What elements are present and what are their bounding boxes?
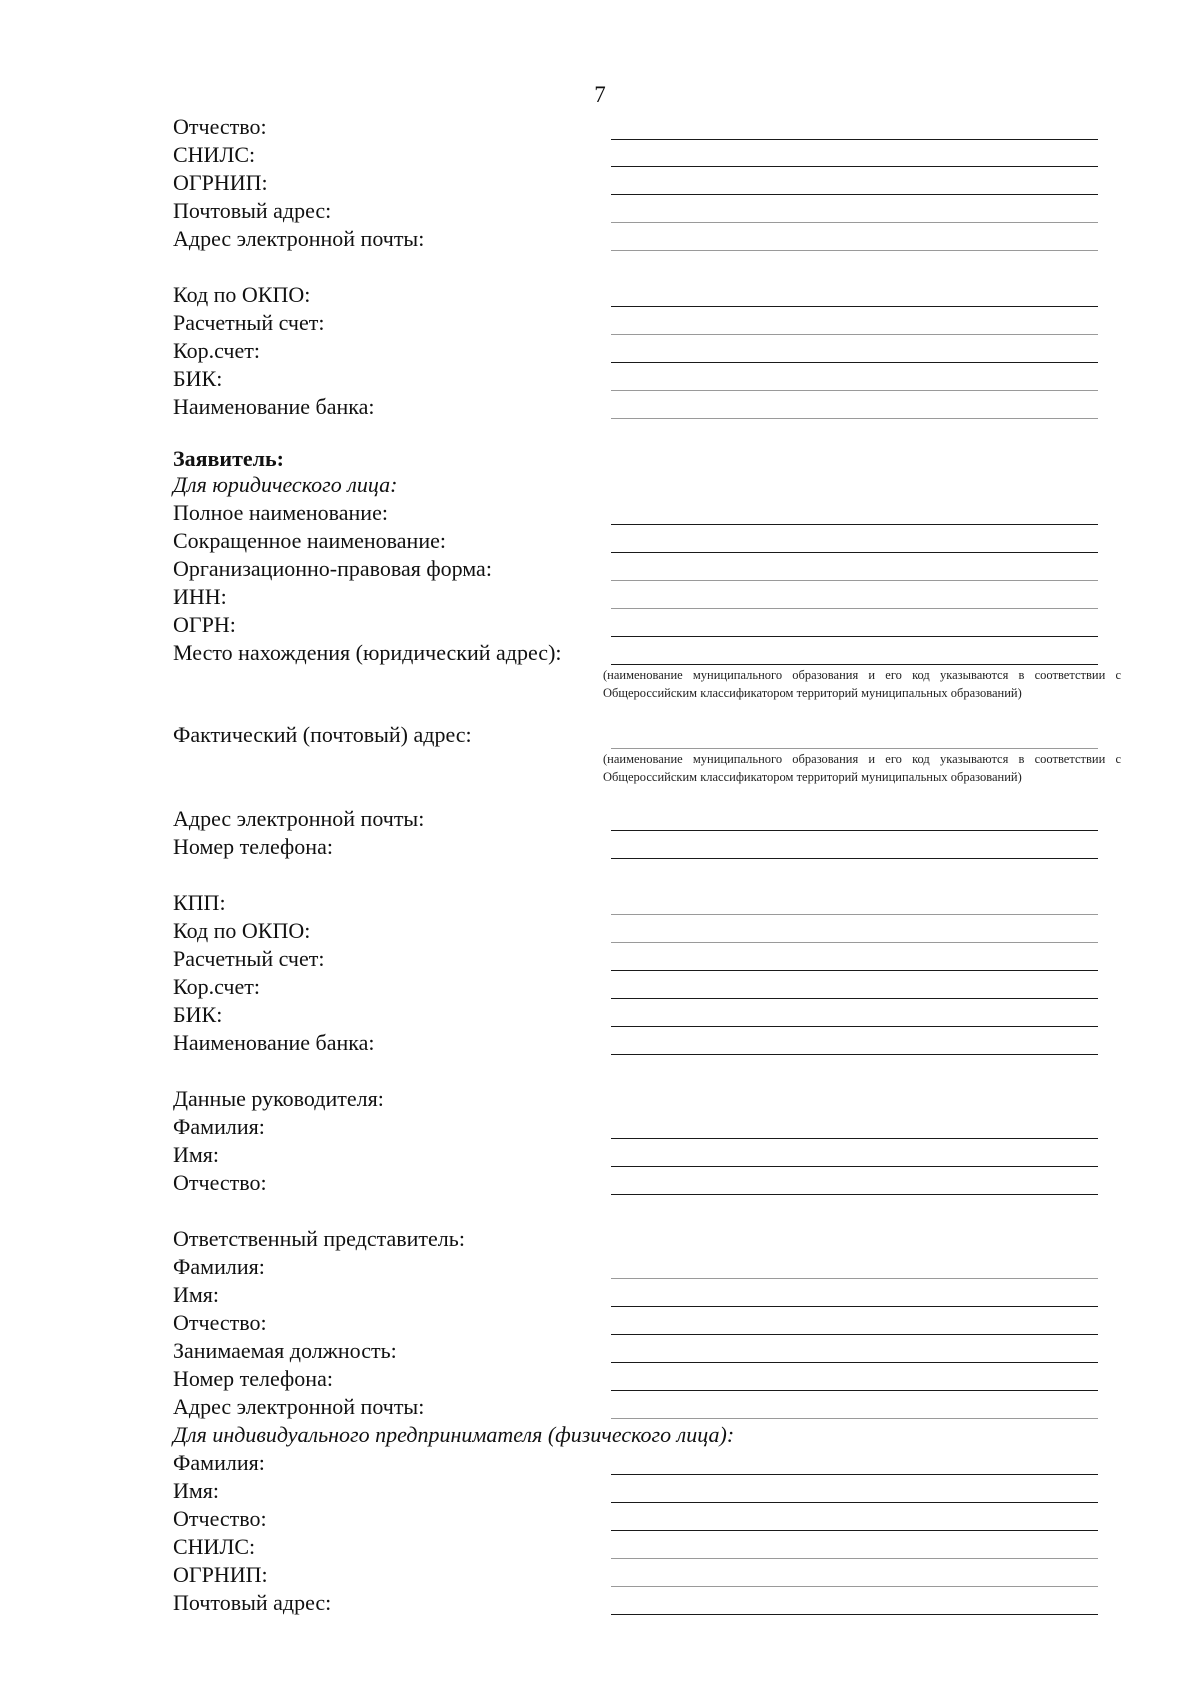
field-line-ogrnip[interactable]: [611, 194, 1098, 195]
field-line-first-name[interactable]: [611, 1306, 1098, 1307]
label-patronymic: Отчество:: [173, 1310, 267, 1335]
field-line-email[interactable]: [611, 250, 1098, 251]
field-line-legal-address[interactable]: [611, 664, 1098, 665]
field-line-phone[interactable]: [611, 1390, 1098, 1391]
field-line-bank-name[interactable]: [611, 1054, 1098, 1055]
label-surname: Фамилия:: [173, 1450, 265, 1475]
label-okpo: Код по ОКПО:: [173, 282, 311, 307]
field-line-surname[interactable]: [611, 1138, 1098, 1139]
field-line-phone[interactable]: [611, 858, 1098, 859]
field-line-bank-name[interactable]: [611, 418, 1098, 419]
label-position: Занимаемая должность:: [173, 1338, 397, 1363]
label-ogrnip: ОГРНИП:: [173, 1562, 268, 1587]
field-line-email[interactable]: [611, 830, 1098, 831]
field-line-patronymic[interactable]: [611, 1530, 1098, 1531]
subsection-legal-entity: Для юридического лица:: [173, 472, 398, 497]
label-head-data: Данные руководителя:: [173, 1086, 384, 1111]
label-bik: БИК:: [173, 366, 223, 391]
label-first-name: Имя:: [173, 1282, 220, 1307]
note-legal-address: (наименование муниципального образования и его код указываются в соответствии с Общероссийским классификатором территорий муниципальных образований): [603, 668, 1121, 700]
field-line-bik[interactable]: [611, 1026, 1098, 1027]
field-line-full-name[interactable]: [611, 524, 1098, 525]
field-line-short-name[interactable]: [611, 552, 1098, 553]
label-actual-address: Фактический (почтовый) адрес:: [173, 722, 472, 747]
label-inn: ИНН:: [173, 584, 227, 609]
field-line-corr-account[interactable]: [611, 998, 1098, 999]
label-email: Адрес электронной почты:: [173, 806, 425, 831]
field-line-bik[interactable]: [611, 390, 1098, 391]
field-line-ogrnip[interactable]: [611, 1586, 1098, 1587]
field-line-corr-account[interactable]: [611, 362, 1098, 363]
field-line-surname[interactable]: [611, 1474, 1098, 1475]
label-first-name: Имя:: [173, 1142, 220, 1167]
label-snils: СНИЛС:: [173, 1534, 256, 1559]
label-ogrn: ОГРН:: [173, 612, 236, 637]
field-line-postal-address[interactable]: [611, 1614, 1098, 1615]
label-ogrnip: ОГРНИП:: [173, 170, 268, 195]
label-account: Расчетный счет:: [173, 946, 325, 971]
label-bank-name: Наименование банка:: [173, 1030, 375, 1055]
field-line-first-name[interactable]: [611, 1166, 1098, 1167]
label-first-name: Имя:: [173, 1478, 220, 1503]
label-phone: Номер телефона:: [173, 834, 333, 859]
page-number: 7: [594, 82, 606, 107]
label-account: Расчетный счет:: [173, 310, 325, 335]
label-corr-account: Кор.счет:: [173, 338, 260, 363]
label-postal-address: Почтовый адрес:: [173, 198, 332, 223]
label-short-name: Сокращенное наименование:: [173, 528, 446, 553]
field-line-snils[interactable]: [611, 166, 1098, 167]
label-phone: Номер телефона:: [173, 1366, 333, 1391]
label-surname: Фамилия:: [173, 1254, 265, 1279]
label-email: Адрес электронной почты:: [173, 226, 425, 251]
label-bik: БИК:: [173, 1002, 223, 1027]
label-responsible-rep: Ответственный представитель:: [173, 1226, 465, 1251]
label-legal-form: Организационно-правовая форма:: [173, 556, 492, 581]
section-applicant: Заявитель:: [173, 446, 284, 471]
field-line-okpo[interactable]: [611, 942, 1098, 943]
field-line-postal-address[interactable]: [611, 222, 1098, 223]
label-patronymic: Отчество:: [173, 1506, 267, 1531]
label-corr-account: Кор.счет:: [173, 974, 260, 999]
label-okpo: Код по ОКПО:: [173, 918, 311, 943]
label-postal-address: Почтовый адрес:: [173, 1590, 332, 1615]
label-bank-name: Наименование банка:: [173, 394, 375, 419]
field-line-inn[interactable]: [611, 608, 1098, 609]
field-line-legal-form[interactable]: [611, 580, 1098, 581]
field-line-kpp[interactable]: [611, 914, 1098, 915]
field-line-first-name[interactable]: [611, 1502, 1098, 1503]
subsection-individual: Для индивидуального предпринимателя (физического лица):: [173, 1422, 735, 1447]
field-line-email[interactable]: [611, 1418, 1098, 1419]
label-snils: СНИЛС:: [173, 142, 256, 167]
label-email: Адрес электронной почты:: [173, 1394, 425, 1419]
field-line-patronymic[interactable]: [611, 1334, 1098, 1335]
label-patronymic: Отчество:: [173, 114, 267, 139]
label-legal-address: Место нахождения (юридический адрес):: [173, 640, 562, 665]
label-surname: Фамилия:: [173, 1114, 265, 1139]
field-line-account[interactable]: [611, 334, 1098, 335]
field-line-okpo[interactable]: [611, 306, 1098, 307]
field-line-surname[interactable]: [611, 1278, 1098, 1279]
field-line-ogrn[interactable]: [611, 636, 1098, 637]
field-line-patronymic[interactable]: [611, 1194, 1098, 1195]
label-full-name: Полное наименование:: [173, 500, 388, 525]
field-line-snils[interactable]: [611, 1558, 1098, 1559]
field-line-account[interactable]: [611, 970, 1098, 971]
label-kpp: КПП:: [173, 890, 226, 915]
note-actual-address: (наименование муниципального образования и его код указываются в соответствии с Общероссийским классификатором территорий муниципальных образований): [603, 752, 1121, 784]
field-line-position[interactable]: [611, 1362, 1098, 1363]
label-patronymic: Отчество:: [173, 1170, 267, 1195]
field-line-patronymic[interactable]: [611, 139, 1098, 140]
field-line-actual-address[interactable]: [611, 748, 1098, 749]
